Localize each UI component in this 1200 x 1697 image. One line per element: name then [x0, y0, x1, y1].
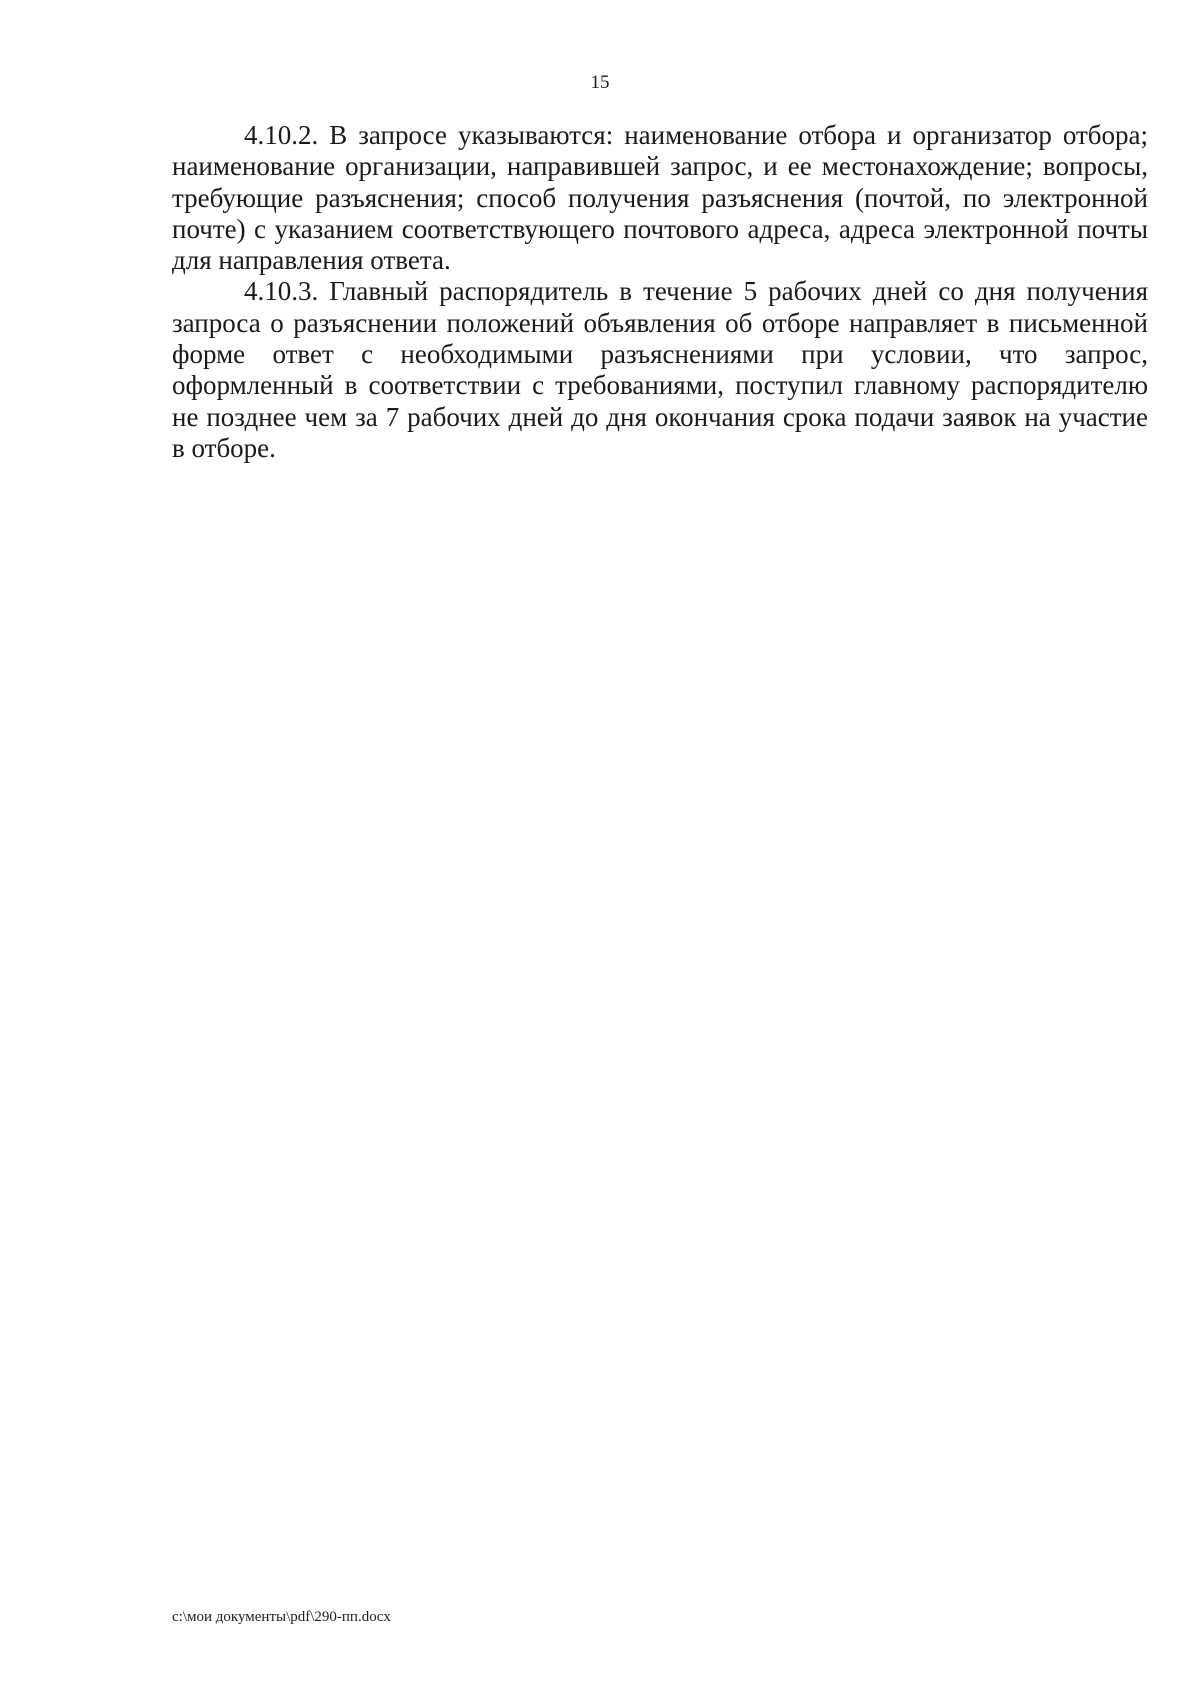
paragraph-4-10-2: 4.10.2. В запросе указываются: наименование отбора и организатор отбора; наименование организации, направившей запрос, и ее местонахождение; вопросы, требующие разъяснения; способ получения разъяснения (почтой, по электронной почте) с указанием соответствующего почтового адреса, адреса электронной почты для направления ответа. [172, 120, 1148, 276]
paragraph-4-10-3: 4.10.3. Главный распорядитель в течение 5 рабочих дней со дня получения запроса о разъяснении положений объявления об отборе направляет в письменной форме ответ с необходимыми разъяснениями при условии, что запрос, оформленный в соответствии с требованиями, поступил главному распорядителю не позднее чем за 7 рабочих дней до дня окончания срока подачи заявок на участие в отборе. [172, 276, 1148, 463]
page-number: 15 [590, 72, 610, 93]
document-body [172, 120, 1148, 464]
footer-file-path: c:\мои документы\pdf\290-пп.docx [172, 1609, 391, 1625]
